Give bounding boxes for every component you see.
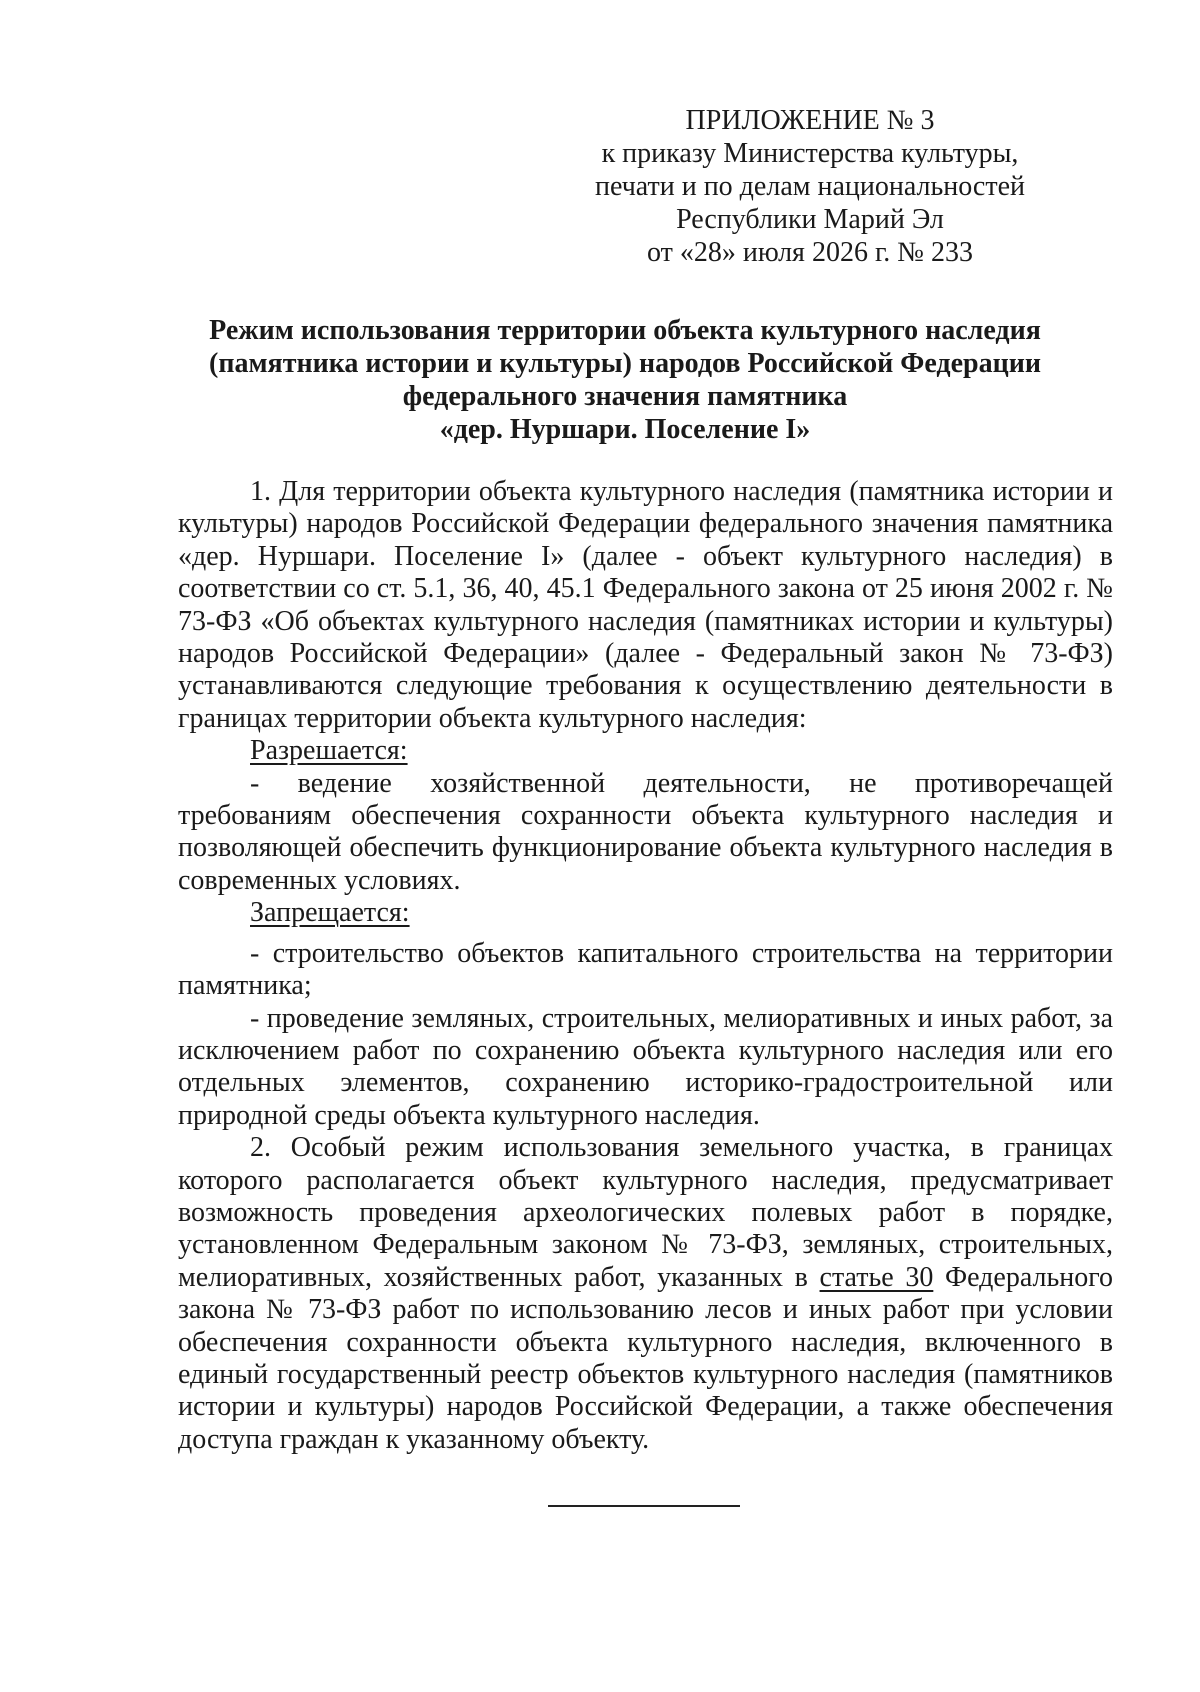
- article-30-link[interactable]: статье 30: [819, 1261, 934, 1293]
- title-line-2: (памятника истории и культуры) народов Российской Федерации: [209, 348, 1041, 379]
- appendix-header: [560, 104, 1060, 269]
- title-line-3: федерального значения памятника: [402, 381, 848, 412]
- allowed-item-1: - ведение хозяйственной деятельности, не противоречащей требованиям обеспечения сохранности объекта культурного наследия и позволяющей обеспечить функционирование объекта культурного наследия в современных условиях.: [178, 767, 1113, 896]
- appendix-number: ПРИЛОЖЕНИЕ № 3: [685, 105, 935, 136]
- paragraph-1: 1. Для территории объекта культурного наследия (памятника истории и культуры) народов Российской Федерации федерального значения памятника «дер. Нуршари. Поселение I» (далее - объект культурного наследия) в соответствии со ст. 5.1, 36, 40, 45.1 Федерального закона от 25 июня 2002 г. № 73-ФЗ «Об объектах культурного наследия (памятниках истории и культуры) народов Российской Федерации» (далее - Федеральный закон № 73-ФЗ) устанавливаются следующие требования к осуществлению деятельности в границах территории объекта культурного наследия:: [178, 476, 1113, 734]
- paragraph-2: [178, 1132, 1113, 1456]
- prohibited-heading: [178, 897, 1113, 929]
- appendix-date-number: от «28» июля 2026 г. № 233: [647, 237, 973, 268]
- appendix-ministry: печати и по делам национальностей: [594, 171, 1026, 202]
- appendix-republic: Республики Марий Эл: [676, 204, 944, 235]
- paragraph-2-part-1: 2. Особый режим использования земельного участка, в границах которого располагается объект культурного наследия, предусматривает возможность проведения археологических полевых работ в порядке, установленном Федеральным законом № 73-ФЗ, земляных, строительных, мелиоративных, хозяйственных работ, указанных в: [178, 1132, 1113, 1293]
- spacer: [178, 930, 1113, 938]
- document-title: [160, 314, 1090, 446]
- title-line-1: Режим использования территории объекта культурного наследия: [209, 315, 1041, 346]
- prohibited-item-1: - строительство объектов капитального строительства на территории памятника;: [178, 937, 1113, 1002]
- prohibited-item-2: - проведение земляных, строительных, мелиоративных и иных работ, за исключением работ по сохранению объекта культурного наследия или его отдельных элементов, сохранению историко-градостроительной или природной среды объекта культурного наследия.: [178, 1002, 1113, 1131]
- title-line-4: «дер. Нуршари. Поселение I»: [439, 414, 811, 445]
- prohibited-heading-text: Запрещается:: [250, 897, 410, 929]
- appendix-order-ref: к приказу Министерства культуры,: [601, 138, 1019, 169]
- allowed-heading-text: Разрешается:: [250, 735, 408, 767]
- paragraph-2-part-2: Федерального закона № 73-ФЗ работ по использованию лесов и иных работ при условии обеспечения сохранности объекта культурного наследия, включенного в единый государственный реестр объектов культурного наследия (памятников истории и культуры) народов Российской Федерации, а также обеспечения доступа граждан к указанному объекту.: [178, 1261, 1114, 1455]
- allowed-heading: [178, 735, 1113, 767]
- document-body: [178, 476, 1113, 1456]
- end-separator-line: [548, 1505, 740, 1507]
